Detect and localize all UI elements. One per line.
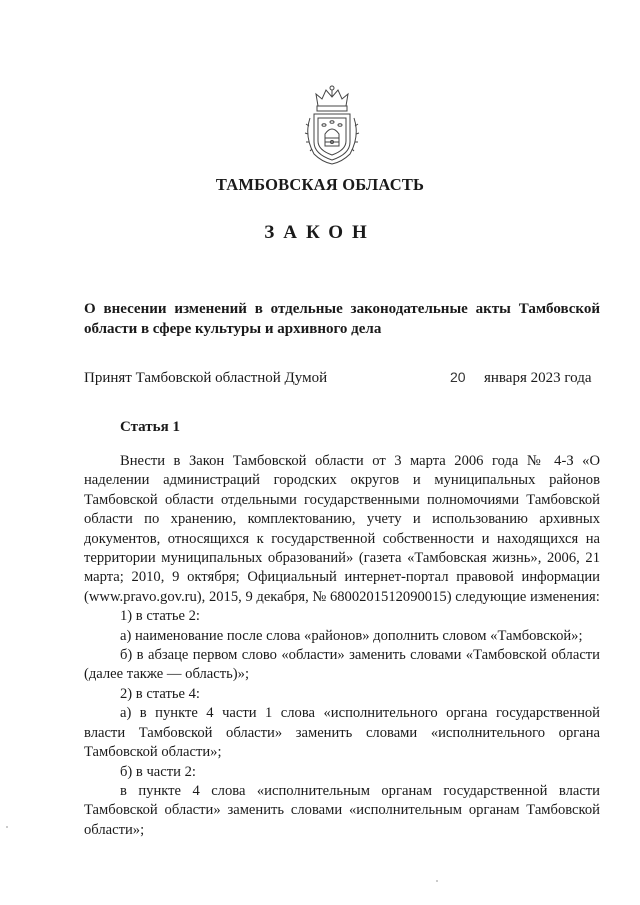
scan-speck: [6, 826, 8, 828]
paragraph: 1) в статье 2:: [120, 608, 200, 625]
region-heading: ТАМБОВСКАЯ ОБЛАСТЬ: [215, 175, 425, 194]
scan-speck: [436, 880, 438, 882]
adoption-day: 20: [450, 369, 466, 385]
paragraph: Внести в Закон Тамбовской области от 3 марта 2006 года № 4-З «О наделении администраций городских округов и муниципальных районов Тамбовской области отдельными государственными полномочиями Тамбовской области по хранению, комплектованию, учету и использованию архивных документов, относящихся к государственной собственности и находящихся на территории муниципальных образований» (газета «Тамбовская жизнь», 2006, 21 марта; 2010, 9 октября; Официальный интернет-портал правовой информации (www.pravo.gov.ru), 2015, 9 декабря, № 6800201512090015) следующие изменения:: [84, 453, 600, 605]
article-heading: Статья 1: [120, 419, 180, 435]
paragraph: в пункте 4 слова «исполнительным органам государственной власти Тамбовской области» заменить словами «исполнительным органам Тамбовской области»;: [84, 782, 600, 838]
paragraph: б) в части 2:: [120, 763, 196, 780]
adoption-line: [84, 370, 600, 390]
paragraph: а) наименование после слова «районов» дополнить словом «Тамбовской»;: [120, 627, 583, 644]
paragraph: а) в пункте 4 части 1 слова «исполнительного органа государственной власти Тамбовской области» заменить словами «исполнительного органа Тамбовской области»;: [84, 705, 600, 761]
coat-of-arms-icon: [300, 84, 364, 166]
document-type: ЗАКОН: [264, 222, 376, 243]
adopted-by: Принят Тамбовской областной Думой: [84, 370, 328, 386]
paragraph: 2) в статье 4:: [120, 685, 200, 702]
law-title: О внесении изменений в отдельные законодательные акты Тамбовской области в сфере культуры и архивного дела: [84, 301, 600, 337]
adoption-date: января 2023 года: [484, 370, 592, 386]
article-body: [84, 452, 600, 840]
paragraph: б) в абзаце первом слово «области» заменить словами «Тамбовской области (далее также — область)»;: [84, 647, 600, 683]
